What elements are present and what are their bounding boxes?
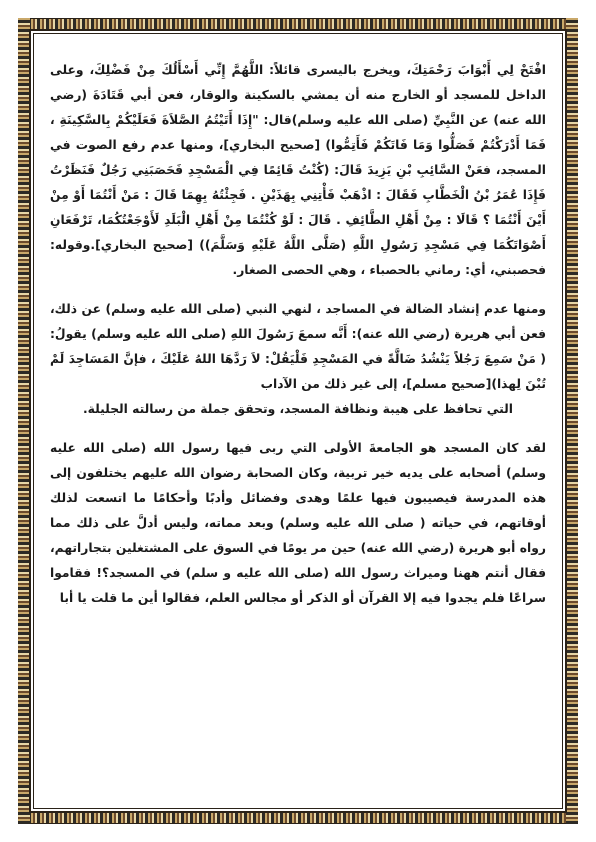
decorative-border-right (566, 18, 578, 824)
paragraph-mosque-etiquette: افْتَحْ لِي أَبْوَابَ رَحْمَتِكَ، ويخرج باليسرى قائلاً: اللَّهُمَّ إِنِّي أَسْأَلُكَ مِنْ فَضْلِكَ، وعلى الداخل للمسجد أو الخارج منه أن يمشي بالسكينة والوقار، فعن أبي قَتَادَةَ (رضي الله عنه) عن النَّبِيِّ (صلى الله عليه وسلم)قال: "إِذَا أَتَيْتُمُ الصَّلاَةَ فَعَلَيْكُمْ بِالسَّكِينَةِ ، فَمَا أَدْرَكْتُمْ فَصَلُّوا وَمَا فَاتَكُمْ فَأَتِمُّوا) [صحيح البخاري]، ومنها عدم رفع الصوت في المسجد، فعَنْ السَّائِبِ بْنِ يَزِيدَ قَالَ: (كُنْتُ قَائِمًا فِي الْمَسْجِدِ فَحَصَبَنِي رَجُلٌ فَنَظَرْتُ فَإِذَا عُمَرُ بْنُ الْخَطَّابِ فَقَالَ : اذْهَبْ فَأْتِنِي بِهَذَيْنِ . فَجِئْتُهُ بِهِمَا قَالَ : مَنْ أَنْتُمَا أَوْ مِنْ أَيْنَ أَنْتُمَا ؟ قَالَا : مِنْ أَهْلِ الطَّائِفِ . قَالَ : لَوْ كُنْتُمَا مِنْ أَهْلِ الْبَلَدِ لَأَوْجَعْتُكُمَا، تَرْفَعَانِ أَصْوَاتَكُمَا فِي مَسْجِدِ رَسُولِ اللَّهِ (صَلَّى اللَّهُ عَلَيْهِ وَسَلَّمَ)) [صحيح البخاري].وقوله: فحصبني، أي: رماني بالحصباء ، وهي الحصى الصغار. (50, 63, 546, 277)
paragraph-lost-property-end: التي تحافظ على هيبة ونظافة المسجد، وتحقق جملة من رسالته الجليلة. (83, 402, 513, 416)
document-body (50, 58, 546, 790)
paragraph-mosque-university: لقد كان المسجد هو الجامعةَ الأولى التي ربى فيها رسول الله (صلى الله عليه وسلم) أصحابه على يديه خير تربية، وكان الصحابة رضوان الله عليهم يختلفون إلى هذه المدرسة فيصيبون فيها علمًا وهدى وفضائل وأدبًا وأحكامًا ما اتسعت لذلك أوقاتهم، في حياته ( صلى الله عليه وسلم) وبعد مماته، وليس أدلَّ على ذلك مما رواه أبو هريرة (رضي الله عنه) حين مر يومًا في السوق على المشتغلين بتجاراتهم، فقال أنتم ههنا وميراث رسول الله (صلى الله عليه و سلم) في المسجد؟! فقاموا سراعًا فلم يجدوا فيه إلا القرآن أو الذكر أو مجالس العلم، فقالوا أين ما قلت يا أبا (50, 441, 546, 605)
paragraph-lost-property: ومنها عدم إنشاد الضالة في المساجد ، لنهي النبي (صلى الله عليه وسلم) عن ذلك، فعن أبي هريرة (رضي الله عنه): أَنَّه سمعَ رَسُولَ اللهِ (صلى الله عليه وسلم) يقولُ: ( مَنْ سَمِعَ رَجُلاً يَنْشُدُ ضَالَّةً في المَسْجِدِ فَلْيَقُلْ: لاَ رَدَّهَا اللهُ عَلَيْكَ ، فإنَّ المَسَاجِدَ لَمْ تُبْنَ لِهذا)[صحيح مسلم]، إلى غير ذلك من الآداب (50, 302, 546, 391)
